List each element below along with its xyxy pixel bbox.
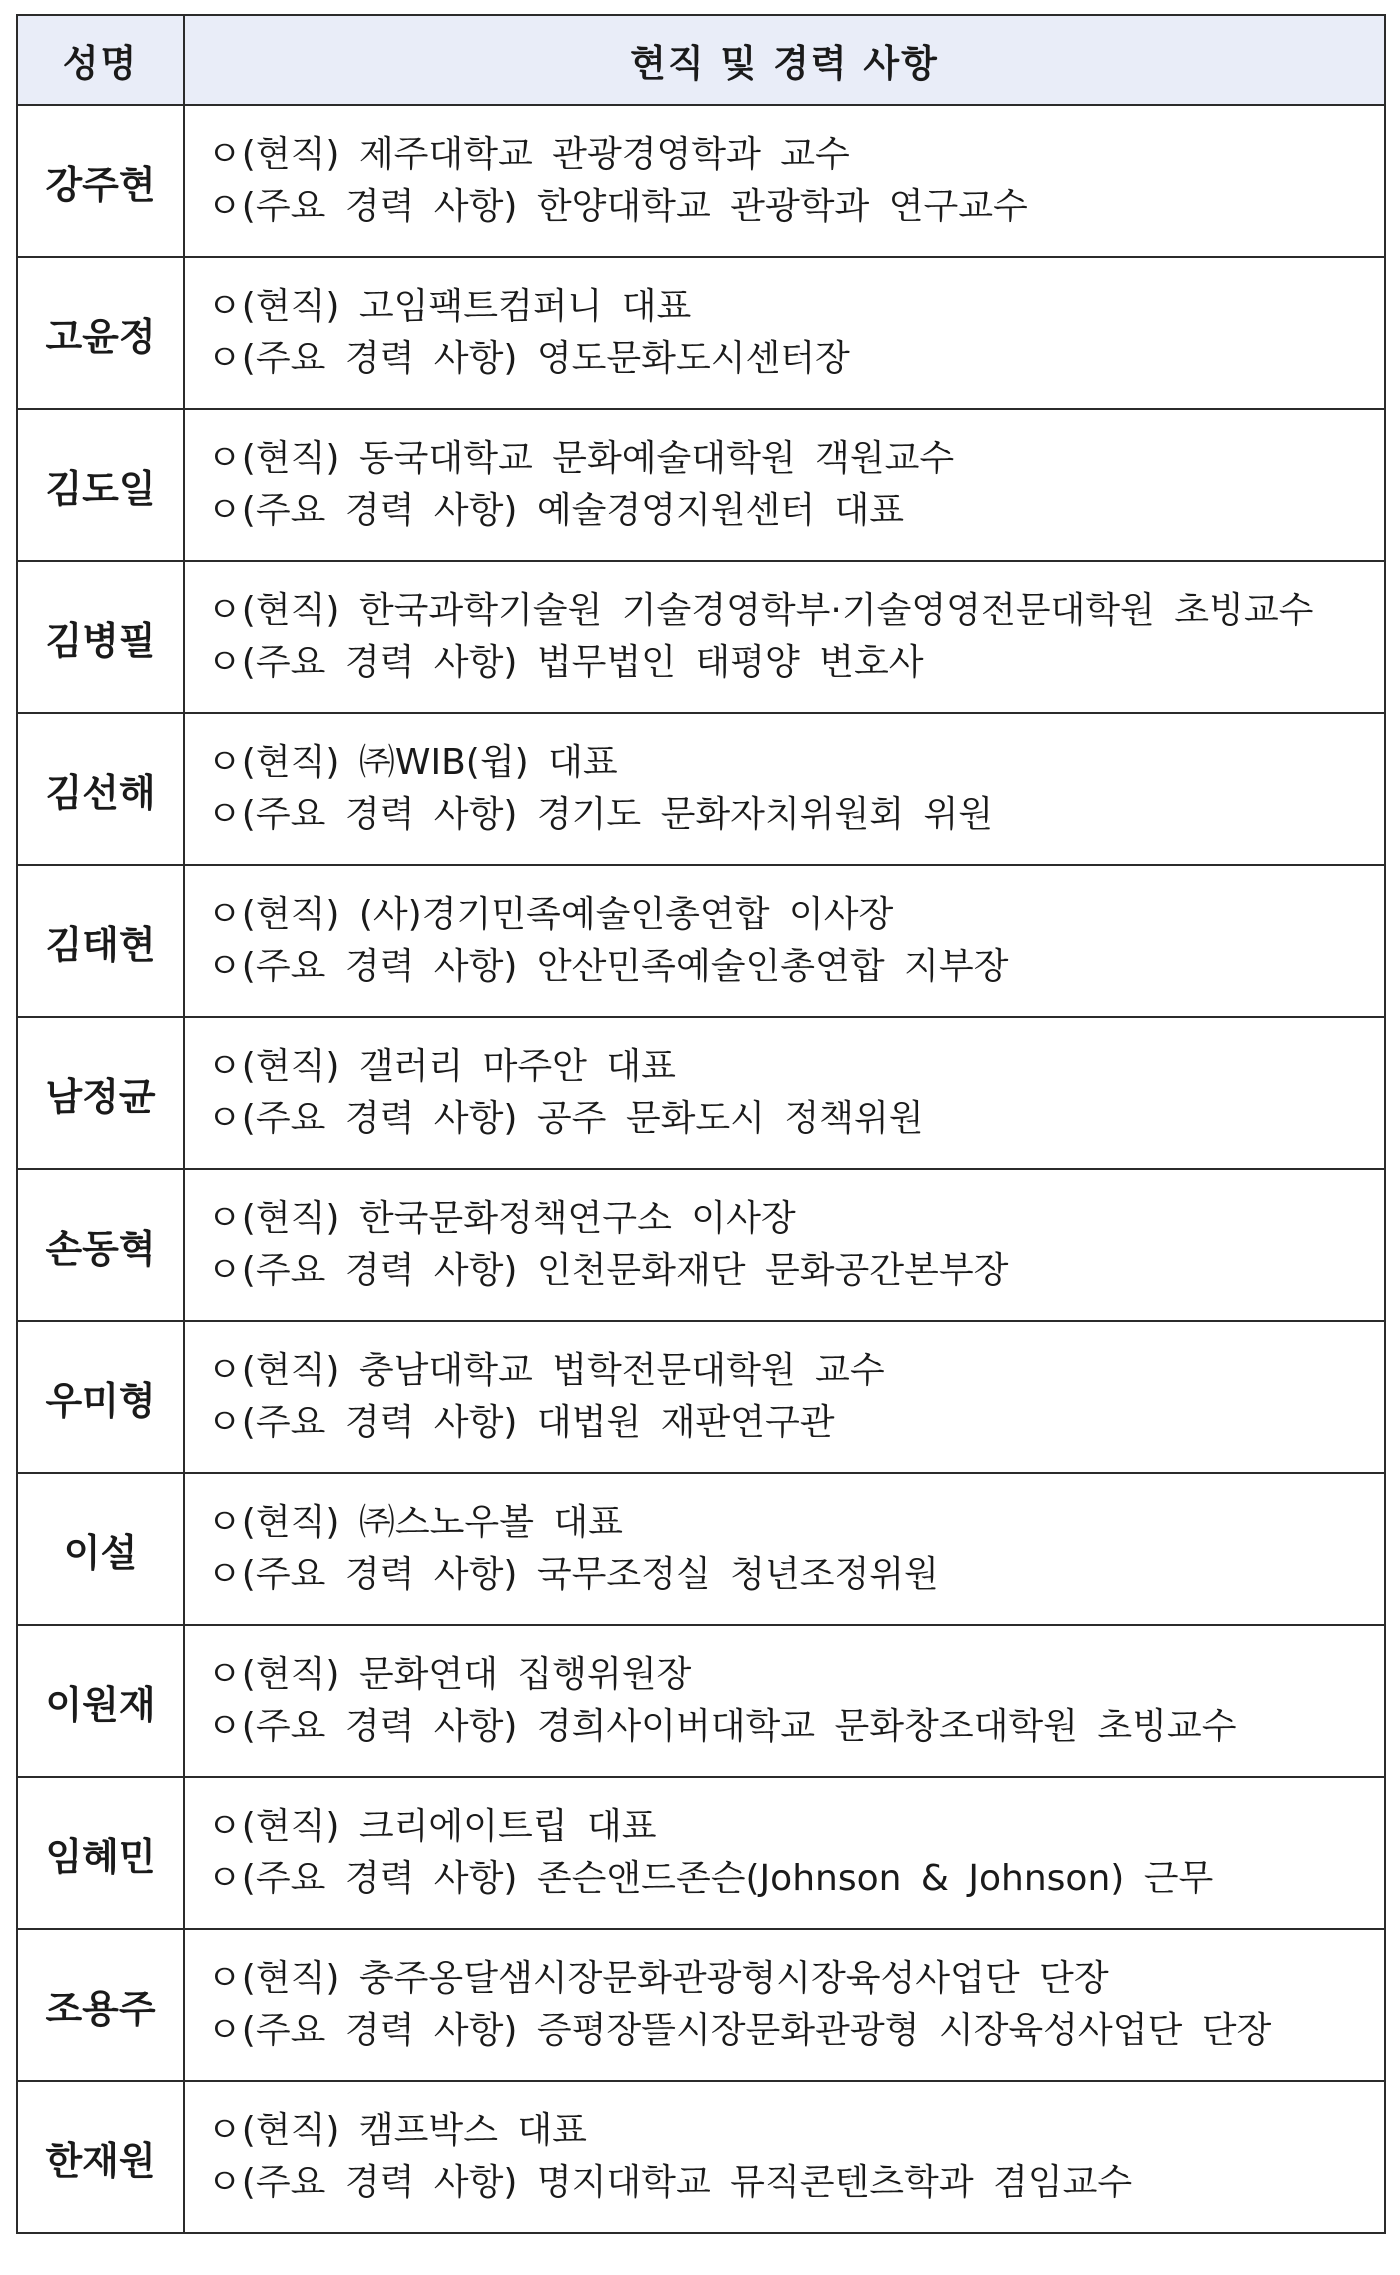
- current-position: ㅇ(현직) 크리에이트립 대표: [207, 1806, 657, 1847]
- current-position: ㅇ(현직) 한국과학기술원 기술경영학부·기술영영전문대학원 초빙교수: [207, 590, 1314, 631]
- table-header-row: [17, 15, 1385, 105]
- member-description: [184, 713, 1385, 865]
- member-name: 남정균: [17, 1017, 184, 1169]
- current-position: ㅇ(현직) 한국문화정책연구소 이사장: [207, 1198, 796, 1239]
- member-description: [184, 865, 1385, 1017]
- member-description: [184, 1017, 1385, 1169]
- header-description: 현직 및 경력 사항: [184, 15, 1385, 105]
- table-row: [17, 1169, 1385, 1321]
- member-description: [184, 1169, 1385, 1321]
- member-description: [184, 1321, 1385, 1473]
- career-history: ㅇ(주요 경력 사항) 공주 문화도시 정책위원: [207, 1098, 924, 1139]
- current-position: ㅇ(현직) (사)경기민족예술인총연합 이사장: [207, 894, 894, 935]
- table-row: [17, 1625, 1385, 1777]
- member-name: 이설: [17, 1473, 184, 1625]
- member-description: [184, 257, 1385, 409]
- member-description: [184, 409, 1385, 561]
- career-history: ㅇ(주요 경력 사항) 증평장뜰시장문화관광형 시장육성사업단 단장: [207, 2010, 1272, 2051]
- members-table: [16, 14, 1386, 2234]
- member-name: 이원재: [17, 1625, 184, 1777]
- member-name: 고윤정: [17, 257, 184, 409]
- member-name: 김도일: [17, 409, 184, 561]
- career-history: ㅇ(주요 경력 사항) 명지대학교 뮤직콘텐츠학과 겸임교수: [207, 2162, 1133, 2203]
- members-table-container: [16, 14, 1384, 2234]
- career-history: ㅇ(주요 경력 사항) 법무법인 태평양 변호사: [207, 642, 924, 683]
- member-description: [184, 1473, 1385, 1625]
- table-row: [17, 1473, 1385, 1625]
- career-history: ㅇ(주요 경력 사항) 존슨앤드존슨(Johnson & Johnson) 근무: [207, 1858, 1214, 1899]
- career-history: ㅇ(주요 경력 사항) 국무조정실 청년조정위원: [207, 1554, 939, 1595]
- member-name: 우미형: [17, 1321, 184, 1473]
- career-history: ㅇ(주요 경력 사항) 안산민족예술인총연합 지부장: [207, 946, 1009, 987]
- member-name: 조용주: [17, 1929, 184, 2081]
- career-history: ㅇ(주요 경력 사항) 영도문화도시센터장: [207, 338, 850, 379]
- table-row: [17, 2081, 1385, 2233]
- member-name: 강주현: [17, 105, 184, 257]
- current-position: ㅇ(현직) 캠프박스 대표: [207, 2110, 587, 2151]
- table-row: [17, 865, 1385, 1017]
- member-name: 김선해: [17, 713, 184, 865]
- table-row: [17, 1777, 1385, 1929]
- header-name: 성명: [17, 15, 184, 105]
- career-history: ㅇ(주요 경력 사항) 경희사이버대학교 문화창조대학원 초빙교수: [207, 1706, 1237, 1747]
- member-name: 김병필: [17, 561, 184, 713]
- member-name: 한재원: [17, 2081, 184, 2233]
- table-row: [17, 1929, 1385, 2081]
- career-history: ㅇ(주요 경력 사항) 대법원 재판연구관: [207, 1402, 835, 1443]
- career-history: ㅇ(주요 경력 사항) 한양대학교 관광학과 연구교수: [207, 186, 1028, 227]
- current-position: ㅇ(현직) 제주대학교 관광경영학과 교수: [207, 134, 850, 175]
- table-row: [17, 561, 1385, 713]
- member-name: 임혜민: [17, 1777, 184, 1929]
- table-row: [17, 1321, 1385, 1473]
- table-row: [17, 105, 1385, 257]
- career-history: ㅇ(주요 경력 사항) 인천문화재단 문화공간본부장: [207, 1250, 1009, 1291]
- career-history: ㅇ(주요 경력 사항) 경기도 문화자치위원회 위원: [207, 794, 994, 835]
- current-position: ㅇ(현직) 갤러리 마주안 대표: [207, 1046, 676, 1087]
- member-description: [184, 2081, 1385, 2233]
- current-position: ㅇ(현직) 충남대학교 법학전문대학원 교수: [207, 1350, 885, 1391]
- current-position: ㅇ(현직) 문화연대 집행위원장: [207, 1654, 692, 1695]
- member-name: 김태현: [17, 865, 184, 1017]
- member-description: [184, 1777, 1385, 1929]
- table-row: [17, 409, 1385, 561]
- table-row: [17, 713, 1385, 865]
- member-description: [184, 105, 1385, 257]
- member-description: [184, 1929, 1385, 2081]
- current-position: ㅇ(현직) 동국대학교 문화예술대학원 객원교수: [207, 438, 955, 479]
- member-description: [184, 561, 1385, 713]
- current-position: ㅇ(현직) 고임팩트컴퍼니 대표: [207, 286, 692, 327]
- table-row: [17, 257, 1385, 409]
- table-row: [17, 1017, 1385, 1169]
- current-position: ㅇ(현직) 충주옹달샘시장문화관광형시장육성사업단 단장: [207, 1958, 1109, 1999]
- current-position: ㅇ(현직) ㈜WIB(윕) 대표: [207, 742, 618, 783]
- current-position: ㅇ(현직) ㈜스노우볼 대표: [207, 1502, 623, 1543]
- member-description: [184, 1625, 1385, 1777]
- career-history: ㅇ(주요 경력 사항) 예술경영지원센터 대표: [207, 490, 905, 531]
- member-name: 손동혁: [17, 1169, 184, 1321]
